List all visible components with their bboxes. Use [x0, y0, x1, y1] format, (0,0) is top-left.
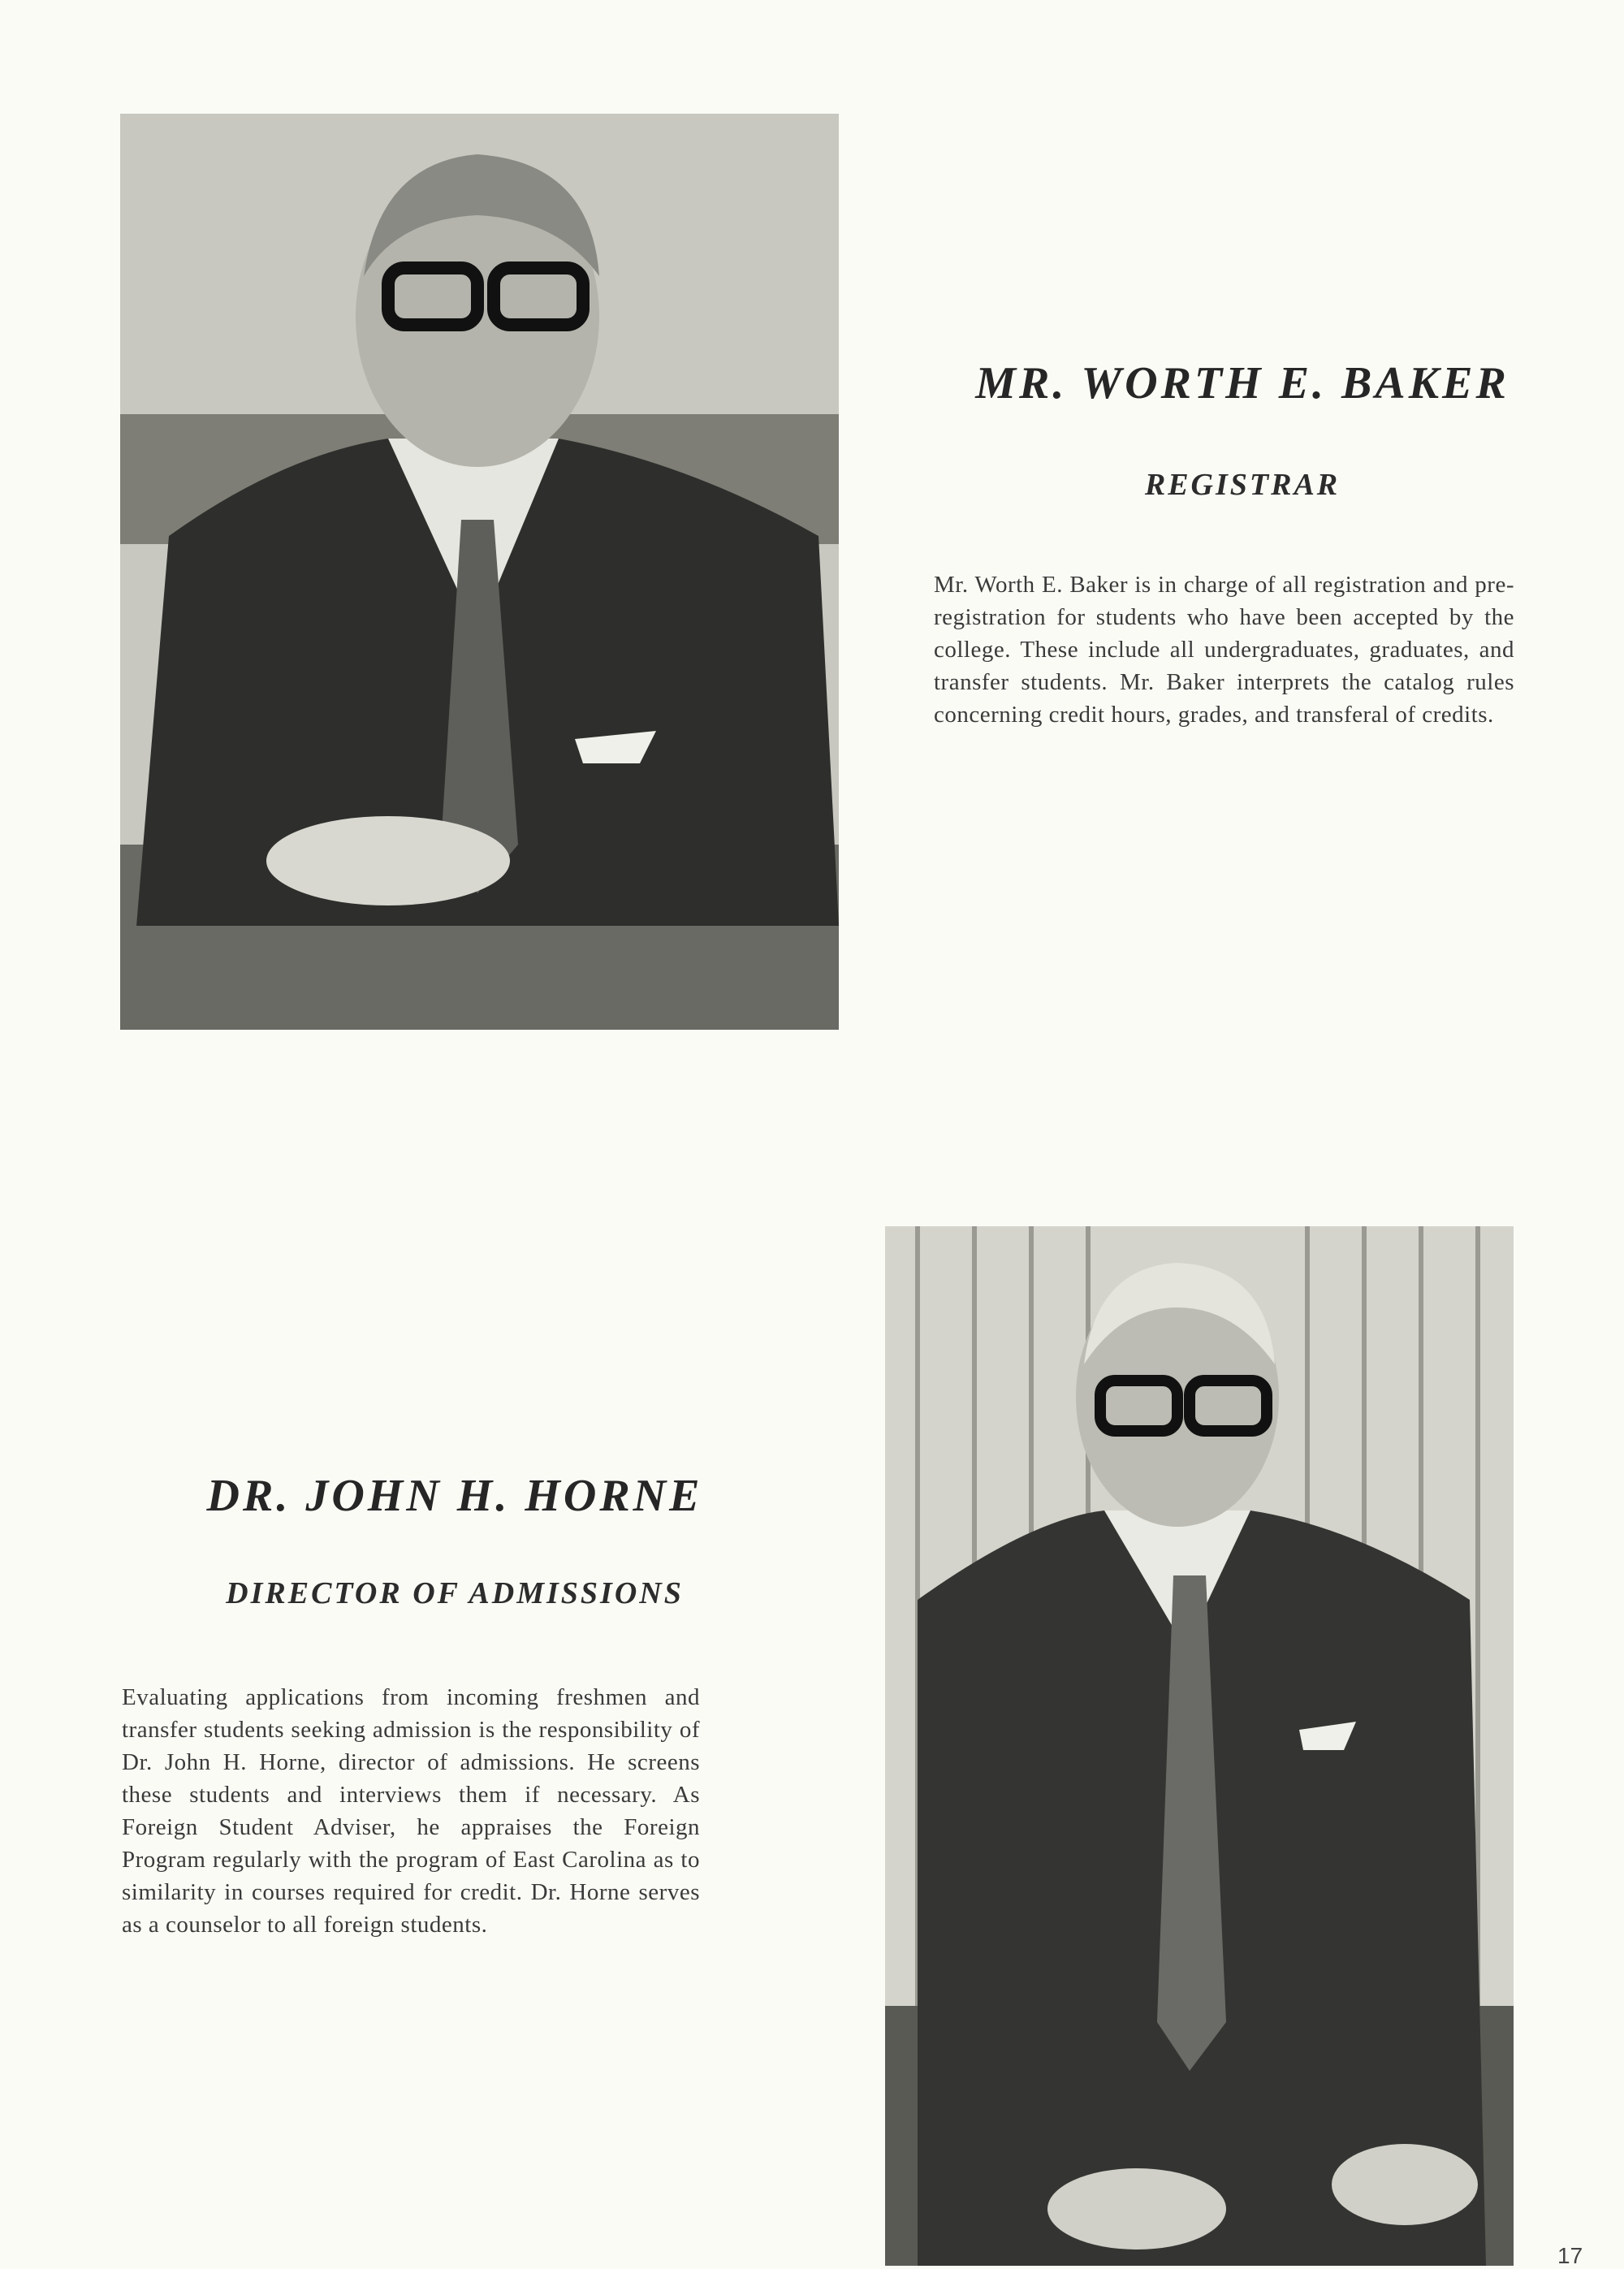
- horne-portrait-photo: [885, 1226, 1514, 2266]
- horne-portrait-illustration: [885, 1226, 1514, 2266]
- baker-name-heading: MR. WORTH E. BAKER: [975, 358, 1510, 408]
- horne-title-subheading: DIRECTOR OF ADMISSIONS: [226, 1576, 684, 1610]
- baker-portrait-photo: [120, 114, 839, 1030]
- baker-title-subheading: REGISTRAR: [1144, 468, 1341, 502]
- horne-description: Evaluating applications from incoming freshmen and transfer students seeking admission is the responsibility of Dr. John H. Horne, director of admissions. He screens these students and interviews them if necessary. As Foreign Student Adviser, he appraises the Foreign Program regularly with the program of East Carolina as to similarity in courses required for credit. Dr. Horne serves as a counselor to all foreign students.: [122, 1684, 700, 1938]
- baker-description: Mr. Worth E. Baker is in charge of all registration and pre-registration for students who have been accepted by the college. These include all undergraduates, graduates, and transfer students. Mr. Baker interprets the catalog rules concerning credit hours, grades, and transferal of credits.: [934, 572, 1514, 728]
- page-number: 17: [1557, 2243, 1583, 2268]
- baker-portrait-illustration: [120, 114, 839, 1030]
- horne-name-heading: DR. JOHN H. HORNE: [206, 1471, 703, 1521]
